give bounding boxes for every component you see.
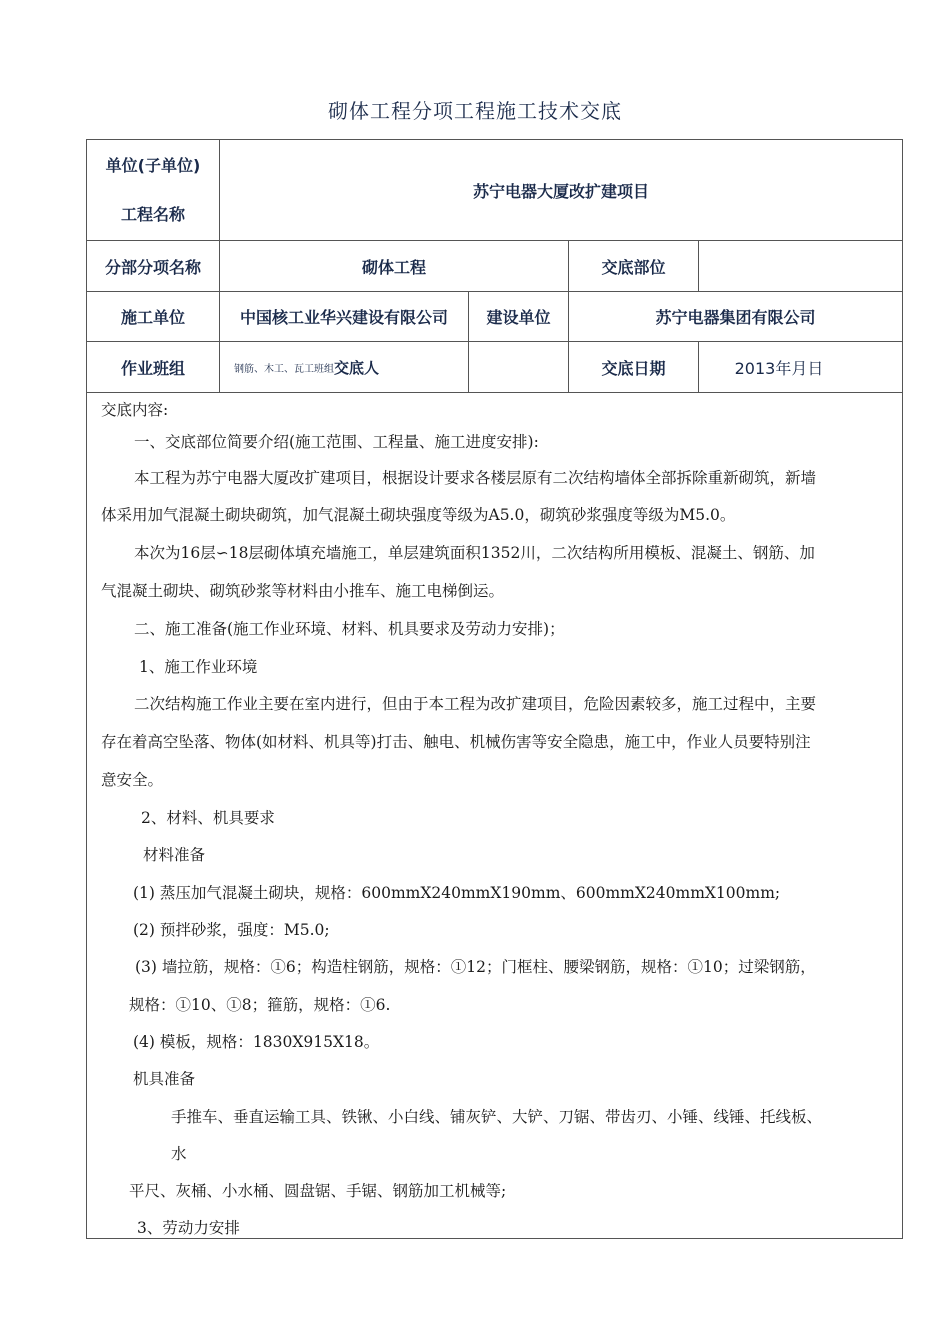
- paragraph-1-line-2: 体采用加气混凝土砌块砌筑，加气混凝土砌块强度等级为A5.0，砌筑砂浆强度等级为M5.0。: [101, 506, 736, 524]
- content-heading: 交底内容:: [101, 401, 169, 419]
- subsection-2-3: 3、劳动力安排: [137, 1219, 240, 1237]
- owner-label: 建设单位: [486, 308, 551, 327]
- owner-value: 苏宁电器集团有限公司: [655, 308, 816, 327]
- material-item-3-line-1: (3) 墙拉筋，规格：①6；构造柱钢筋，规格：①12；门框柱、腰梁钢筋，规格：①10；过梁钢筋，: [135, 958, 816, 976]
- sub-value: 砌体工程: [361, 257, 426, 277]
- paragraph-3-line-2: 存在着高空坠落、物体(如材料、机具等)打击、触电、机械伤害等安全隐患，施工中，作业人员要特别注: [101, 733, 811, 751]
- team-label: 作业班组: [120, 358, 185, 378]
- project-name: 苏宁电器大厦改扩建项目: [472, 181, 649, 201]
- tools-heading: 机具准备: [133, 1070, 196, 1088]
- material-item-2: (2) 预拌砂浆，强度：M5.0;: [133, 921, 330, 939]
- material-item-4: (4) 模板，规格：1830X915X18。: [133, 1033, 380, 1051]
- material-item-3-line-2: 规格：①10、①8；箍筋，规格：①6.: [129, 996, 391, 1014]
- subsection-2-1: 1、施工作业环境: [139, 658, 258, 676]
- unit-label-line2: 工程名称: [120, 205, 185, 224]
- document-title: 砌体工程分项工程施工技术交底: [328, 99, 622, 123]
- materials-heading: 材料准备: [143, 846, 206, 864]
- team-value: 钢筋、木工、瓦工班组: [234, 363, 334, 375]
- contractor-label: 施工单位: [120, 308, 185, 327]
- paragraph-3-line-1: 二次结构施工作业主要在室内进行，但由于本工程为改扩建项目，危险因素较多，施工过程中，主要: [134, 695, 817, 713]
- section-1-heading: 一、交底部位简要介绍(施工范围、工程量、施工进度安排):: [134, 433, 539, 451]
- paragraph-1-line-1: 本工程为苏宁电器大厦改扩建项目，根据设计要求各楼层原有二次结构墙体全部拆除重新砌筑，新墙: [134, 469, 817, 487]
- unit-label-line1: 单位(子单位): [105, 156, 201, 175]
- handover-form: [86, 139, 903, 1239]
- row-divider: [87, 392, 902, 393]
- paragraph-2-line-2: 气混凝土砌块、砌筑砂浆等材料由小推车、施工电梯倒运。: [101, 582, 505, 600]
- presenter-value: [469, 342, 568, 392]
- paragraph-3-line-3: 意安全。: [101, 771, 164, 789]
- contractor-value: 中国核工业华兴建设有限公司: [239, 308, 448, 327]
- date-value: 2013年月日: [734, 358, 824, 378]
- team-cell: [220, 342, 468, 392]
- subsection-2-2: 2、材料、机具要求: [141, 809, 275, 827]
- presenter-label: 交底人: [334, 358, 380, 377]
- date-label: 交底日期: [601, 358, 666, 378]
- material-item-1: (1) 蒸压加气混凝土砌块，规格：600mmX240mmX190mm、600mmX240mmX100mm;: [133, 884, 781, 902]
- paragraph-2-line-1: 本次为16层∽18层砌体填充墙施工，单层建筑面积1352川，二次结构所用模板、混凝土、钢筋、加: [134, 544, 815, 562]
- part-value: [699, 241, 902, 291]
- unit-label-cell: [87, 140, 219, 240]
- tools-line-3: 平尺、灰桶、小水桶、圆盘锯、手锯、钢筋加工机械等;: [129, 1182, 507, 1200]
- tools-line-2: 水: [171, 1145, 187, 1163]
- section-2-heading: 二、施工准备(施工作业环境、材料、机具要求及劳动力安排)；: [134, 620, 565, 638]
- tools-line-1: 手推车、垂直运输工具、铁锹、小白线、铺灰铲、大铲、刀锯、带齿刃、小锤、线锤、托线板、: [171, 1108, 823, 1126]
- part-label: 交底部位: [601, 257, 666, 277]
- sub-label: 分部分项名称: [104, 257, 201, 277]
